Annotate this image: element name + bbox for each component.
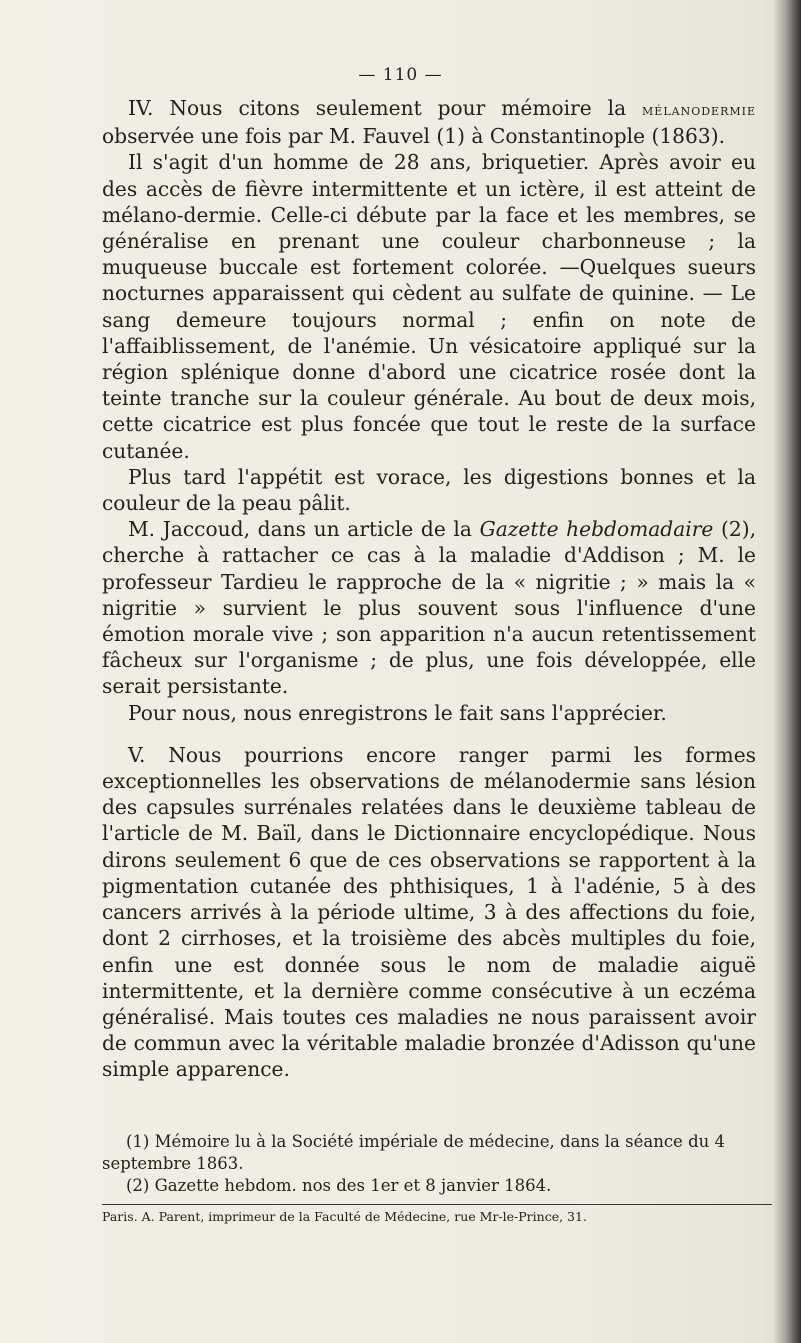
- paragraph-iv-intro: [102, 95, 756, 149]
- paragraph-conclusion: Pour nous, nous enregistrons le fait sans l'apprécier.: [128, 700, 667, 725]
- paragraph-case-description: Il s'agit d'un homme de 28 ans, briquetier. Après avoir eu des accès de fièvre intermittente et un ictère, il est atteint de mélano-dermie. Celle-ci débute par la face et les membres, se généralise en prenant une couleur charbonneuse ; la muqueuse buccale est fortement colorée. —Quelques sueurs nocturnes apparaissent qui cèdent au sulfate de quinine. — Le sang demeure toujours normal ; enfin on note de l'affaiblissement, de l'anémie. Un vésicatoire appliqué sur la région splénique donne d'abord une cicatrice rosée dont la teinte tranche sur la couleur générale. Au bout de deux mois, cette cicatrice est plus foncée que tout le reste de la surface cutanée.: [102, 150, 756, 463]
- journal-title: Gazette hebdomadaire: [479, 517, 714, 542]
- paragraph-jaccoud-lead: M. Jaccoud, dans un article de la: [128, 517, 472, 542]
- footnote-1: (1) Mémoire lu à la Société impériale de médecine, dans la séance du 4 septembre 1863.: [102, 1132, 726, 1173]
- paragraph-v: V. Nous pourrions encore ranger parmi les formes exceptionnelles les observations de mélanodermie sans lésion des capsules surrénales relatées dans le deuxième tableau de l'article de M. Baïl, dans le Dictionnaire encyclopédique. Nous dirons seulement 6 que de ces observations se rapportent à la pigmentation cutanée des phthisiques, 1 à l'adénie, 5 à des cancers arrivés à la période ultime, 3 à des affections du foie, dont 2 cirrhoses, et la troisième des abcès multiples du foie, enfin une est donnée sous le nom de maladie aiguë intermittente, et la dernière comme consécutive à un eczéma généralisé. Mais toutes ces maladies ne nous paraissent avoir de commun avec la véritable maladie bronzée d'Adisson qu'une simple apparence.: [102, 742, 756, 1082]
- paragraph-jaccoud-rest: (2), cherche à rattacher ce cas à la maladie d'Addison ; M. le professeur Tardieu le rapproche de la « nigritie ; » mais la « nigritie » survient le plus souvent sous l'influence d'une émotion morale vive ; son apparition n'a aucun retentissement fâcheux sur l'organisme ; de plus, une fois développée, elle serait persistante.: [102, 517, 757, 699]
- small-caps-term: mélanodermie: [642, 101, 756, 119]
- footnote-2: (2) Gazette hebdom. nos des 1er et 8 janvier 1864.: [126, 1176, 552, 1195]
- binding-edge-shadow: [773, 0, 801, 1343]
- body-text: [102, 95, 756, 1083]
- paragraph-iv-lead: IV. Nous citons seulement pour mémoire la: [128, 96, 627, 120]
- footnotes: [102, 1131, 772, 1197]
- paragraph-iv-rest: observée une fois par M. Fauvel (1) à Constantinople (1863).: [102, 124, 725, 149]
- paragraph-jaccoud: [102, 516, 756, 699]
- page-number: — 110 —: [358, 65, 443, 85]
- printer-imprint: Paris. A. Parent, imprimeur de la Faculté de Médecine, rue Mr-le-Prince, 31.: [102, 1204, 772, 1225]
- paragraph-later-course: Plus tard l'appétit est vorace, les digestions bonnes et la couleur de la peau pâlit.: [102, 464, 756, 516]
